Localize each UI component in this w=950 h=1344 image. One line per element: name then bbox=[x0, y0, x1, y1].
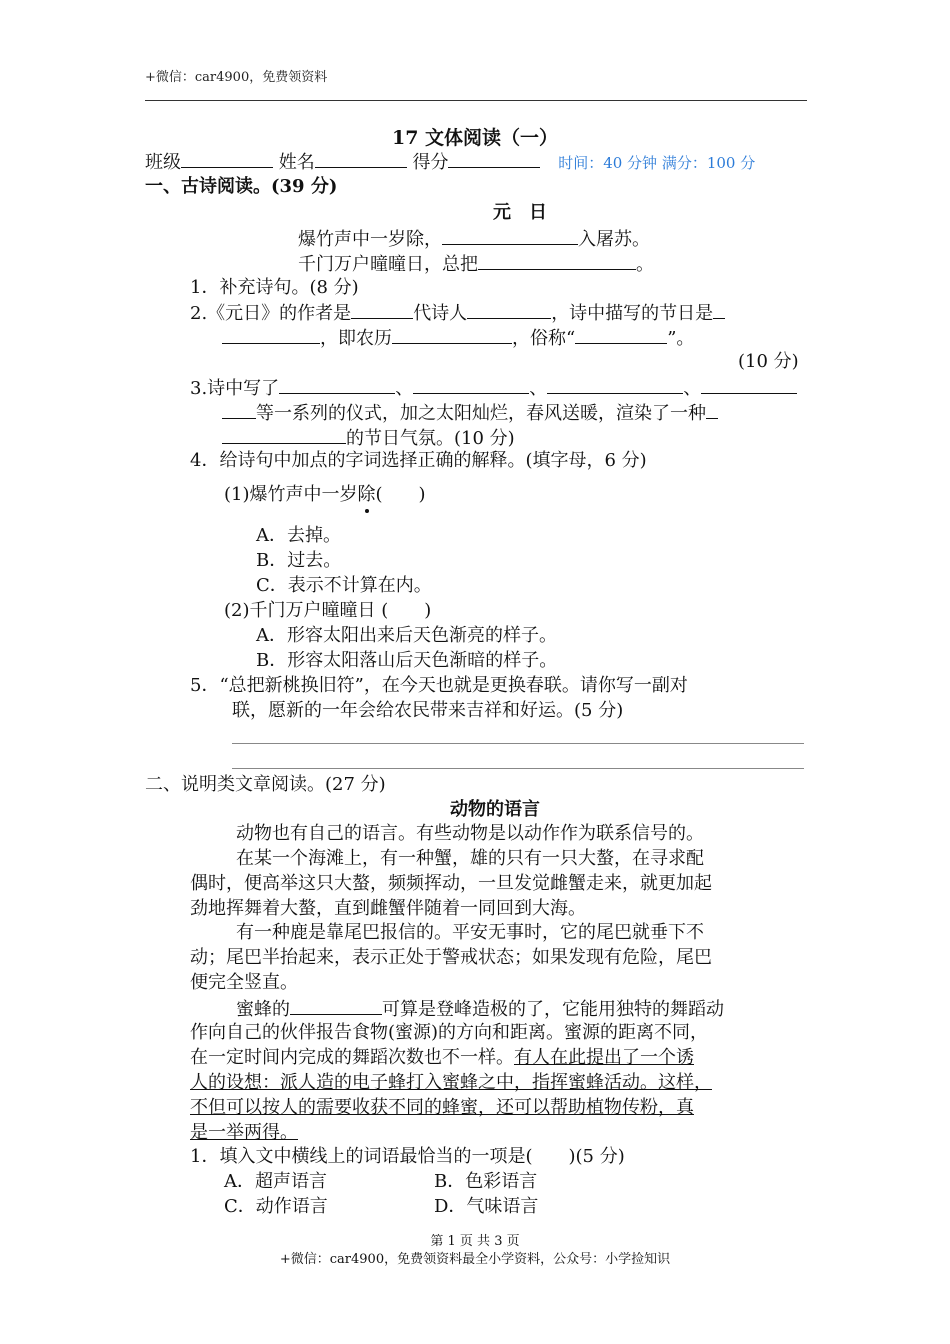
poem-line1-text: 爆竹声中一岁除， bbox=[298, 229, 442, 250]
q4-2: (2)千门万户曈曈日 ( ) bbox=[224, 600, 432, 621]
q4-1-dotted-char: 除 bbox=[357, 484, 376, 505]
footer-page-number: 第 1 页 共 3 页 bbox=[430, 1234, 520, 1249]
question-5-line2: 联，愿新的一年会给农民带来吉祥和好运。(5 分) bbox=[232, 700, 624, 721]
q2-blank-nickname[interactable] bbox=[575, 325, 667, 344]
article-line-4: 劲地挥舞着大螯，直到雌蟹伴随着一同回到大海。 bbox=[190, 898, 586, 919]
class-blank[interactable] bbox=[181, 149, 273, 168]
section1-heading: 一、古诗阅读。(39 分) bbox=[145, 176, 338, 197]
q3-sep-1: 、 bbox=[395, 378, 414, 399]
q4-1-answer-paren[interactable]: ( ) bbox=[375, 484, 426, 505]
question-3-line3 bbox=[222, 425, 515, 451]
q3-text-c: 的节日气氛。(10 分) bbox=[346, 428, 515, 449]
q2-blank-author[interactable] bbox=[351, 300, 413, 319]
page-title: 17 文体阅读（一） bbox=[391, 127, 559, 149]
article-line-6: 动；尾巴半抬起来，表示正处于警戒状态；如果发现有危险，尾巴 bbox=[190, 947, 712, 968]
q3-blank-3[interactable] bbox=[547, 375, 683, 394]
q2-text-f: ”。 bbox=[667, 328, 695, 349]
time-score: 时间：40 分钟 满分：100 分 bbox=[558, 154, 756, 172]
score-blank[interactable] bbox=[448, 149, 540, 168]
q2-text-a: 2.《元日》的作者是 bbox=[190, 303, 352, 324]
class-label: 班级 bbox=[145, 152, 181, 173]
q2-text-e: ，俗称“ bbox=[512, 328, 576, 349]
article-line-3: 偶时，便高举这只大螯，频频挥动，一旦发觉雌蟹走来，就更加起 bbox=[190, 873, 712, 894]
section2-option-c[interactable]: C．动作语言 bbox=[224, 1196, 328, 1217]
section2-option-a[interactable]: A．超声语言 bbox=[224, 1171, 327, 1192]
question-3-line1 bbox=[190, 375, 797, 401]
bee-line-2: 作向自己的伙伴报告食物(蜜源)的方向和距离。蜜源的距离不同， bbox=[190, 1022, 709, 1043]
score-label: 得分 bbox=[412, 152, 449, 173]
article-title: 动物的语言 bbox=[450, 799, 540, 820]
question-1: 1．补充诗句。(8 分) bbox=[190, 277, 359, 298]
answer-line-2[interactable] bbox=[232, 768, 804, 769]
name-blank[interactable] bbox=[315, 149, 407, 168]
q3-blank-4[interactable] bbox=[701, 375, 797, 394]
q3-blank-2[interactable] bbox=[413, 375, 529, 394]
poem-blank-2[interactable] bbox=[478, 251, 636, 270]
question-5-line1: 5．“总把新桃换旧符”，在今天也就是更换春联。请你写一副对 bbox=[190, 675, 688, 696]
poem-line-2 bbox=[298, 251, 654, 277]
q2-text-d: ，即农历 bbox=[320, 328, 392, 349]
q4-1-option-b[interactable]: B．过去。 bbox=[256, 550, 342, 571]
info-row bbox=[145, 149, 755, 175]
bee-text-b: 可算是登峰造极的了，它能用独特的舞蹈动 bbox=[382, 999, 724, 1020]
footer-wechat: +微信：car4900，免费领资料最全小学资料，公众号：小学捡知识 bbox=[279, 1252, 671, 1267]
poem-blank-1[interactable] bbox=[442, 226, 578, 245]
bee-line-5: 不但可以按人的需要收获不同的蜂蜜，还可以帮助植物传粉，真 bbox=[190, 1097, 694, 1118]
poem-line-1 bbox=[298, 226, 650, 252]
q3-text-a: 3.诗中写了 bbox=[190, 378, 280, 399]
article-line-5: 有一种鹿是靠尾巴报信的。平安无事时，它的尾巴就垂下不 bbox=[236, 922, 704, 943]
section2-heading: 二、说明类文章阅读。(27 分) bbox=[145, 774, 386, 795]
question-2-line2 bbox=[222, 325, 694, 351]
q4-2-option-b[interactable]: B．形容太阳落山后天色渐暗的样子。 bbox=[256, 650, 558, 671]
name-label: 姓名 bbox=[278, 152, 315, 173]
header-rule bbox=[145, 100, 807, 101]
q4-1 bbox=[224, 483, 426, 507]
q4-1-text: (1)爆竹声中一岁 bbox=[224, 484, 358, 505]
q2-blank-date[interactable] bbox=[392, 325, 512, 344]
q4-1-option-a[interactable]: A．去掉。 bbox=[256, 525, 341, 546]
answer-line-1[interactable] bbox=[232, 743, 804, 744]
bee-text-a: 蜜蜂的 bbox=[236, 999, 290, 1020]
poem-title: 元 日 bbox=[493, 202, 547, 223]
section2-option-d[interactable]: D．气味语言 bbox=[434, 1196, 539, 1217]
bee-line-3 bbox=[190, 1046, 694, 1070]
article-line-1: 动物也有自己的语言。有些动物是以动作作为联系信号的。 bbox=[236, 823, 704, 844]
q2-blank-festival-start[interactable] bbox=[713, 300, 725, 319]
q3-text-b: 等一系列的仪式，加之太阳灿烂，春风送暖，渲染了一种 bbox=[256, 403, 706, 424]
question-4: 4．给诗句中加点的字词选择正确的解释。(填字母，6 分) bbox=[190, 450, 647, 471]
q2-blank-dynasty[interactable] bbox=[467, 300, 551, 319]
q3-blank-5-start[interactable] bbox=[706, 400, 718, 419]
poem-line1-end: 入屠苏。 bbox=[578, 229, 650, 250]
q3-sep-3: 、 bbox=[683, 378, 702, 399]
article-line-2: 在某一个海滩上，有一种蟹，雄的只有一只大螯，在寻求配 bbox=[236, 848, 704, 869]
section2-question-1: 1．填入文中横线上的词语最恰当的一项是( )(5 分) bbox=[190, 1146, 625, 1167]
q2-points: (10 分) bbox=[738, 351, 799, 372]
q2-blank-festival[interactable] bbox=[222, 325, 320, 344]
q3-sep-2: 、 bbox=[529, 378, 548, 399]
bee-blank[interactable] bbox=[290, 996, 382, 1015]
bee-line-4: 人的设想：派人造的电子蜂打入蜜蜂之中，指挥蜜蜂活动。这样， bbox=[190, 1072, 712, 1093]
q3-blank-1[interactable] bbox=[279, 375, 395, 394]
bee-line-1 bbox=[236, 996, 724, 1022]
q2-text-b: 代诗人 bbox=[413, 303, 468, 324]
bee-line-6: 是一举两得。 bbox=[190, 1122, 298, 1143]
question-3-line2 bbox=[222, 400, 718, 426]
q3-blank-5[interactable] bbox=[222, 425, 346, 444]
section2-option-b[interactable]: B．色彩语言 bbox=[434, 1171, 538, 1192]
q4-1-option-c[interactable]: C．表示不计算在内。 bbox=[256, 575, 432, 596]
article-line-7: 便完全竖直。 bbox=[190, 972, 298, 993]
question-2-line1 bbox=[190, 300, 725, 326]
header-wechat: +微信：car4900，免费领资料 bbox=[145, 70, 328, 85]
poem-line2-text: 千门万户曈曈日，总把 bbox=[298, 254, 478, 275]
poem-line2-end: 。 bbox=[636, 254, 654, 275]
bee-line3-underlined: 有人在此提出了一个诱 bbox=[514, 1047, 694, 1068]
q4-2-option-a[interactable]: A．形容太阳出来后天色渐亮的样子。 bbox=[256, 625, 557, 646]
q2-text-c: ，诗中描写的节日是 bbox=[551, 303, 714, 324]
q3-blank-4-cont[interactable] bbox=[222, 400, 256, 419]
bee-line3-text: 在一定时间内完成的舞蹈次数也不一样。 bbox=[190, 1047, 514, 1068]
